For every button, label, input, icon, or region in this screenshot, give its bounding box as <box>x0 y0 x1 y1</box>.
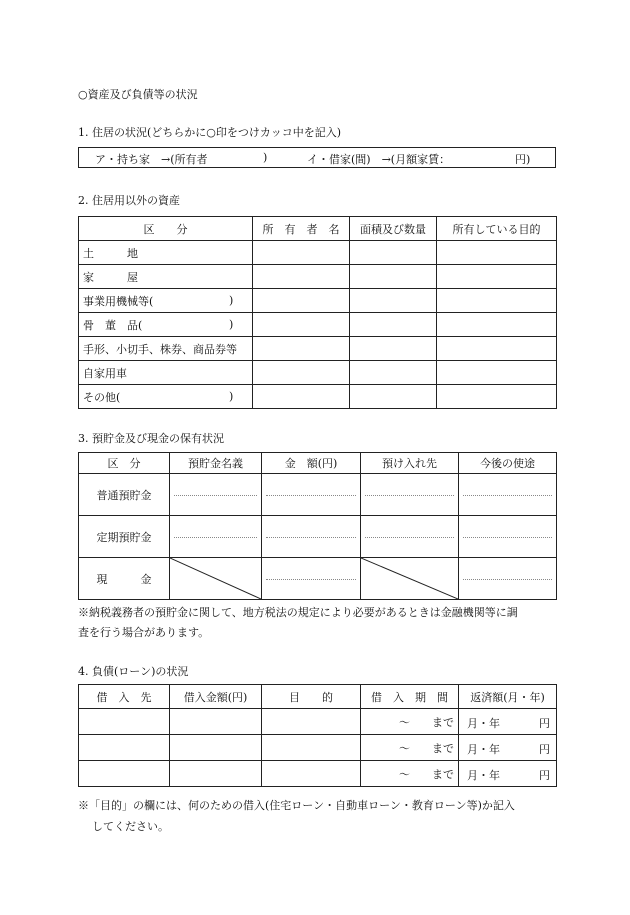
debt-period-cell[interactable]: ～ まで <box>361 735 459 761</box>
assets-row-label <box>79 361 253 385</box>
diagonal-strike <box>170 558 261 599</box>
debt-header-purpose: 目 的 <box>262 685 361 709</box>
debt-row <box>79 735 557 761</box>
assets-owner-cell[interactable] <box>253 313 350 337</box>
repayment-yen: 円 <box>539 743 550 756</box>
assets-purpose-cell[interactable] <box>437 289 557 313</box>
assets-row-label-text: 手形、小切手、株券、商品券等 <box>83 342 237 356</box>
assets-row-label-close: ) <box>229 318 234 331</box>
dotted-guide <box>174 537 257 538</box>
assets-quantity-cell[interactable] <box>350 241 437 265</box>
dotted-guide <box>174 495 257 496</box>
debt-period-cell[interactable]: ～ まで <box>361 761 459 787</box>
savings-header-use: 今後の使途 <box>459 453 557 474</box>
assets-quantity-cell[interactable] <box>350 361 437 385</box>
assets-quantity-cell[interactable] <box>350 313 437 337</box>
section3-title: 3. 預貯金及び現金の保有状況 <box>78 432 224 445</box>
debt-amount-cell[interactable] <box>170 761 262 787</box>
savings-header-category: 区 分 <box>79 453 170 474</box>
debt-amount-cell[interactable] <box>170 709 262 735</box>
assets-row-label <box>79 241 253 265</box>
dotted-guide <box>266 579 356 580</box>
assets-row <box>79 385 557 409</box>
savings-bank-cell <box>361 558 459 600</box>
assets-purpose-cell[interactable] <box>437 337 557 361</box>
savings-row <box>79 516 557 558</box>
assets-purpose-cell[interactable] <box>437 265 557 289</box>
dotted-guide <box>365 495 454 496</box>
assets-header-quantity: 面積及び数量 <box>350 217 437 241</box>
section4-title: 4. 負債(ローン)の状況 <box>78 665 189 678</box>
repayment-yen: 円 <box>539 717 550 730</box>
own-house-close: ) <box>263 151 268 164</box>
assets-row-label <box>79 289 253 313</box>
assets-purpose-cell[interactable] <box>437 361 557 385</box>
debt-table <box>78 684 557 787</box>
assets-row-label <box>79 313 253 337</box>
assets-row-label <box>79 337 253 361</box>
assets-purpose-cell[interactable] <box>437 313 557 337</box>
savings-use-cell[interactable] <box>459 516 557 558</box>
assets-owner-cell[interactable] <box>253 337 350 361</box>
debt-header-period: 借 入 期 間 <box>361 685 459 709</box>
own-house-option[interactable]: ア・持ち家 →(所有者 <box>95 153 208 166</box>
debt-lender-cell[interactable] <box>79 761 170 787</box>
assets-row <box>79 337 557 361</box>
assets-row-label-text: 土 地 <box>83 246 138 260</box>
savings-holder-cell <box>170 558 262 600</box>
assets-row-label <box>79 385 253 409</box>
savings-amount-cell[interactable] <box>262 474 361 516</box>
debt-repayment-cell[interactable] <box>459 761 557 787</box>
assets-purpose-cell[interactable] <box>437 241 557 265</box>
assets-quantity-cell[interactable] <box>350 265 437 289</box>
assets-header-category: 区 分 <box>79 217 253 241</box>
savings-note-line1: ※納税義務者の預貯金に関して、地方税法の規定により必要があるときは金融機関等に調 <box>78 606 518 619</box>
savings-note-line2: 査を行う場合があります。 <box>78 626 210 639</box>
page-heading: ○資産及び負債等の状況 <box>78 88 198 101</box>
debt-repayment-cell[interactable] <box>459 735 557 761</box>
savings-amount-cell[interactable] <box>262 558 361 600</box>
assets-row-label-text: 家 屋 <box>83 270 138 284</box>
housing-box <box>78 147 556 168</box>
savings-header-holder: 預貯金名義 <box>170 453 262 474</box>
savings-bank-cell[interactable] <box>361 516 459 558</box>
section2-title: 2. 住居用以外の資産 <box>78 194 180 207</box>
debt-row <box>79 761 557 787</box>
assets-header-purpose: 所有している目的 <box>437 217 557 241</box>
assets-quantity-cell[interactable] <box>350 337 437 361</box>
assets-owner-cell[interactable] <box>253 289 350 313</box>
debt-header-lender: 借 入 先 <box>79 685 170 709</box>
savings-table <box>78 452 557 600</box>
assets-quantity-cell[interactable] <box>350 289 437 313</box>
dotted-guide <box>463 495 552 496</box>
rented-house-option[interactable]: イ・借家(間) →(月額家賃： <box>307 153 451 166</box>
debt-lender-cell[interactable] <box>79 709 170 735</box>
savings-bank-cell[interactable] <box>361 474 459 516</box>
diagonal-strike <box>361 558 458 599</box>
debt-header-amount: 借入金額(円) <box>170 685 262 709</box>
assets-table <box>78 216 557 409</box>
repayment-yen: 円 <box>539 769 550 782</box>
repayment-unit: 月・年 <box>467 769 500 782</box>
dotted-guide <box>266 495 356 496</box>
dotted-guide <box>463 579 552 580</box>
repayment-unit: 月・年 <box>467 743 500 756</box>
debt-amount-cell[interactable] <box>170 735 262 761</box>
assets-row-label-close: ) <box>229 390 234 403</box>
assets-row <box>79 289 557 313</box>
assets-owner-cell[interactable] <box>253 385 350 409</box>
assets-header-owner: 所 有 者 名 <box>253 217 350 241</box>
dotted-guide <box>463 537 552 538</box>
debt-purpose-cell[interactable] <box>262 735 361 761</box>
debt-note-line2: してください。 <box>92 820 169 833</box>
assets-row-label-text: 骨 董 品( <box>83 318 143 332</box>
debt-purpose-cell[interactable] <box>262 761 361 787</box>
assets-purpose-cell[interactable] <box>437 385 557 409</box>
debt-purpose-cell[interactable] <box>262 709 361 735</box>
debt-header-repayment: 返済額(月・年) <box>459 685 557 709</box>
assets-row <box>79 313 557 337</box>
savings-use-cell[interactable] <box>459 474 557 516</box>
assets-row-label-close: ) <box>229 294 234 307</box>
dotted-guide <box>266 537 356 538</box>
repayment-unit: 月・年 <box>467 717 500 730</box>
savings-header-amount: 金 額(円) <box>262 453 361 474</box>
savings-holder-cell[interactable] <box>170 474 262 516</box>
savings-header-bank: 預け入れ先 <box>361 453 459 474</box>
debt-note-line1: ※「目的」の欄には、何のための借入(住宅ローン・自動車ローン・教育ローン等)か記入 <box>78 799 515 812</box>
savings-amount-cell[interactable] <box>262 516 361 558</box>
assets-owner-cell[interactable] <box>253 265 350 289</box>
assets-row <box>79 361 557 385</box>
savings-row-label: 現 金 <box>79 558 170 600</box>
assets-row-label-text: 自家用車 <box>83 366 127 380</box>
assets-row-label <box>79 265 253 289</box>
savings-row <box>79 474 557 516</box>
assets-row <box>79 241 557 265</box>
savings-use-cell[interactable] <box>459 558 557 600</box>
assets-quantity-cell[interactable] <box>350 385 437 409</box>
savings-row <box>79 558 557 600</box>
debt-period-cell[interactable]: ～ まで <box>361 709 459 735</box>
assets-row-label-text: 事業用機械等( <box>83 294 154 308</box>
dotted-guide <box>365 537 454 538</box>
debt-repayment-cell[interactable] <box>459 709 557 735</box>
debt-row <box>79 709 557 735</box>
assets-row <box>79 265 557 289</box>
debt-lender-cell[interactable] <box>79 735 170 761</box>
assets-owner-cell[interactable] <box>253 361 350 385</box>
savings-row-label: 定期預貯金 <box>79 516 170 558</box>
savings-holder-cell[interactable] <box>170 516 262 558</box>
rent-close: 円) <box>515 153 531 166</box>
savings-row-label: 普通預貯金 <box>79 474 170 516</box>
assets-owner-cell[interactable] <box>253 241 350 265</box>
assets-row-label-text: その他( <box>83 390 121 404</box>
section1-title: 1. 住居の状況(どちらかに○印をつけカッコ中を記入) <box>78 126 342 139</box>
